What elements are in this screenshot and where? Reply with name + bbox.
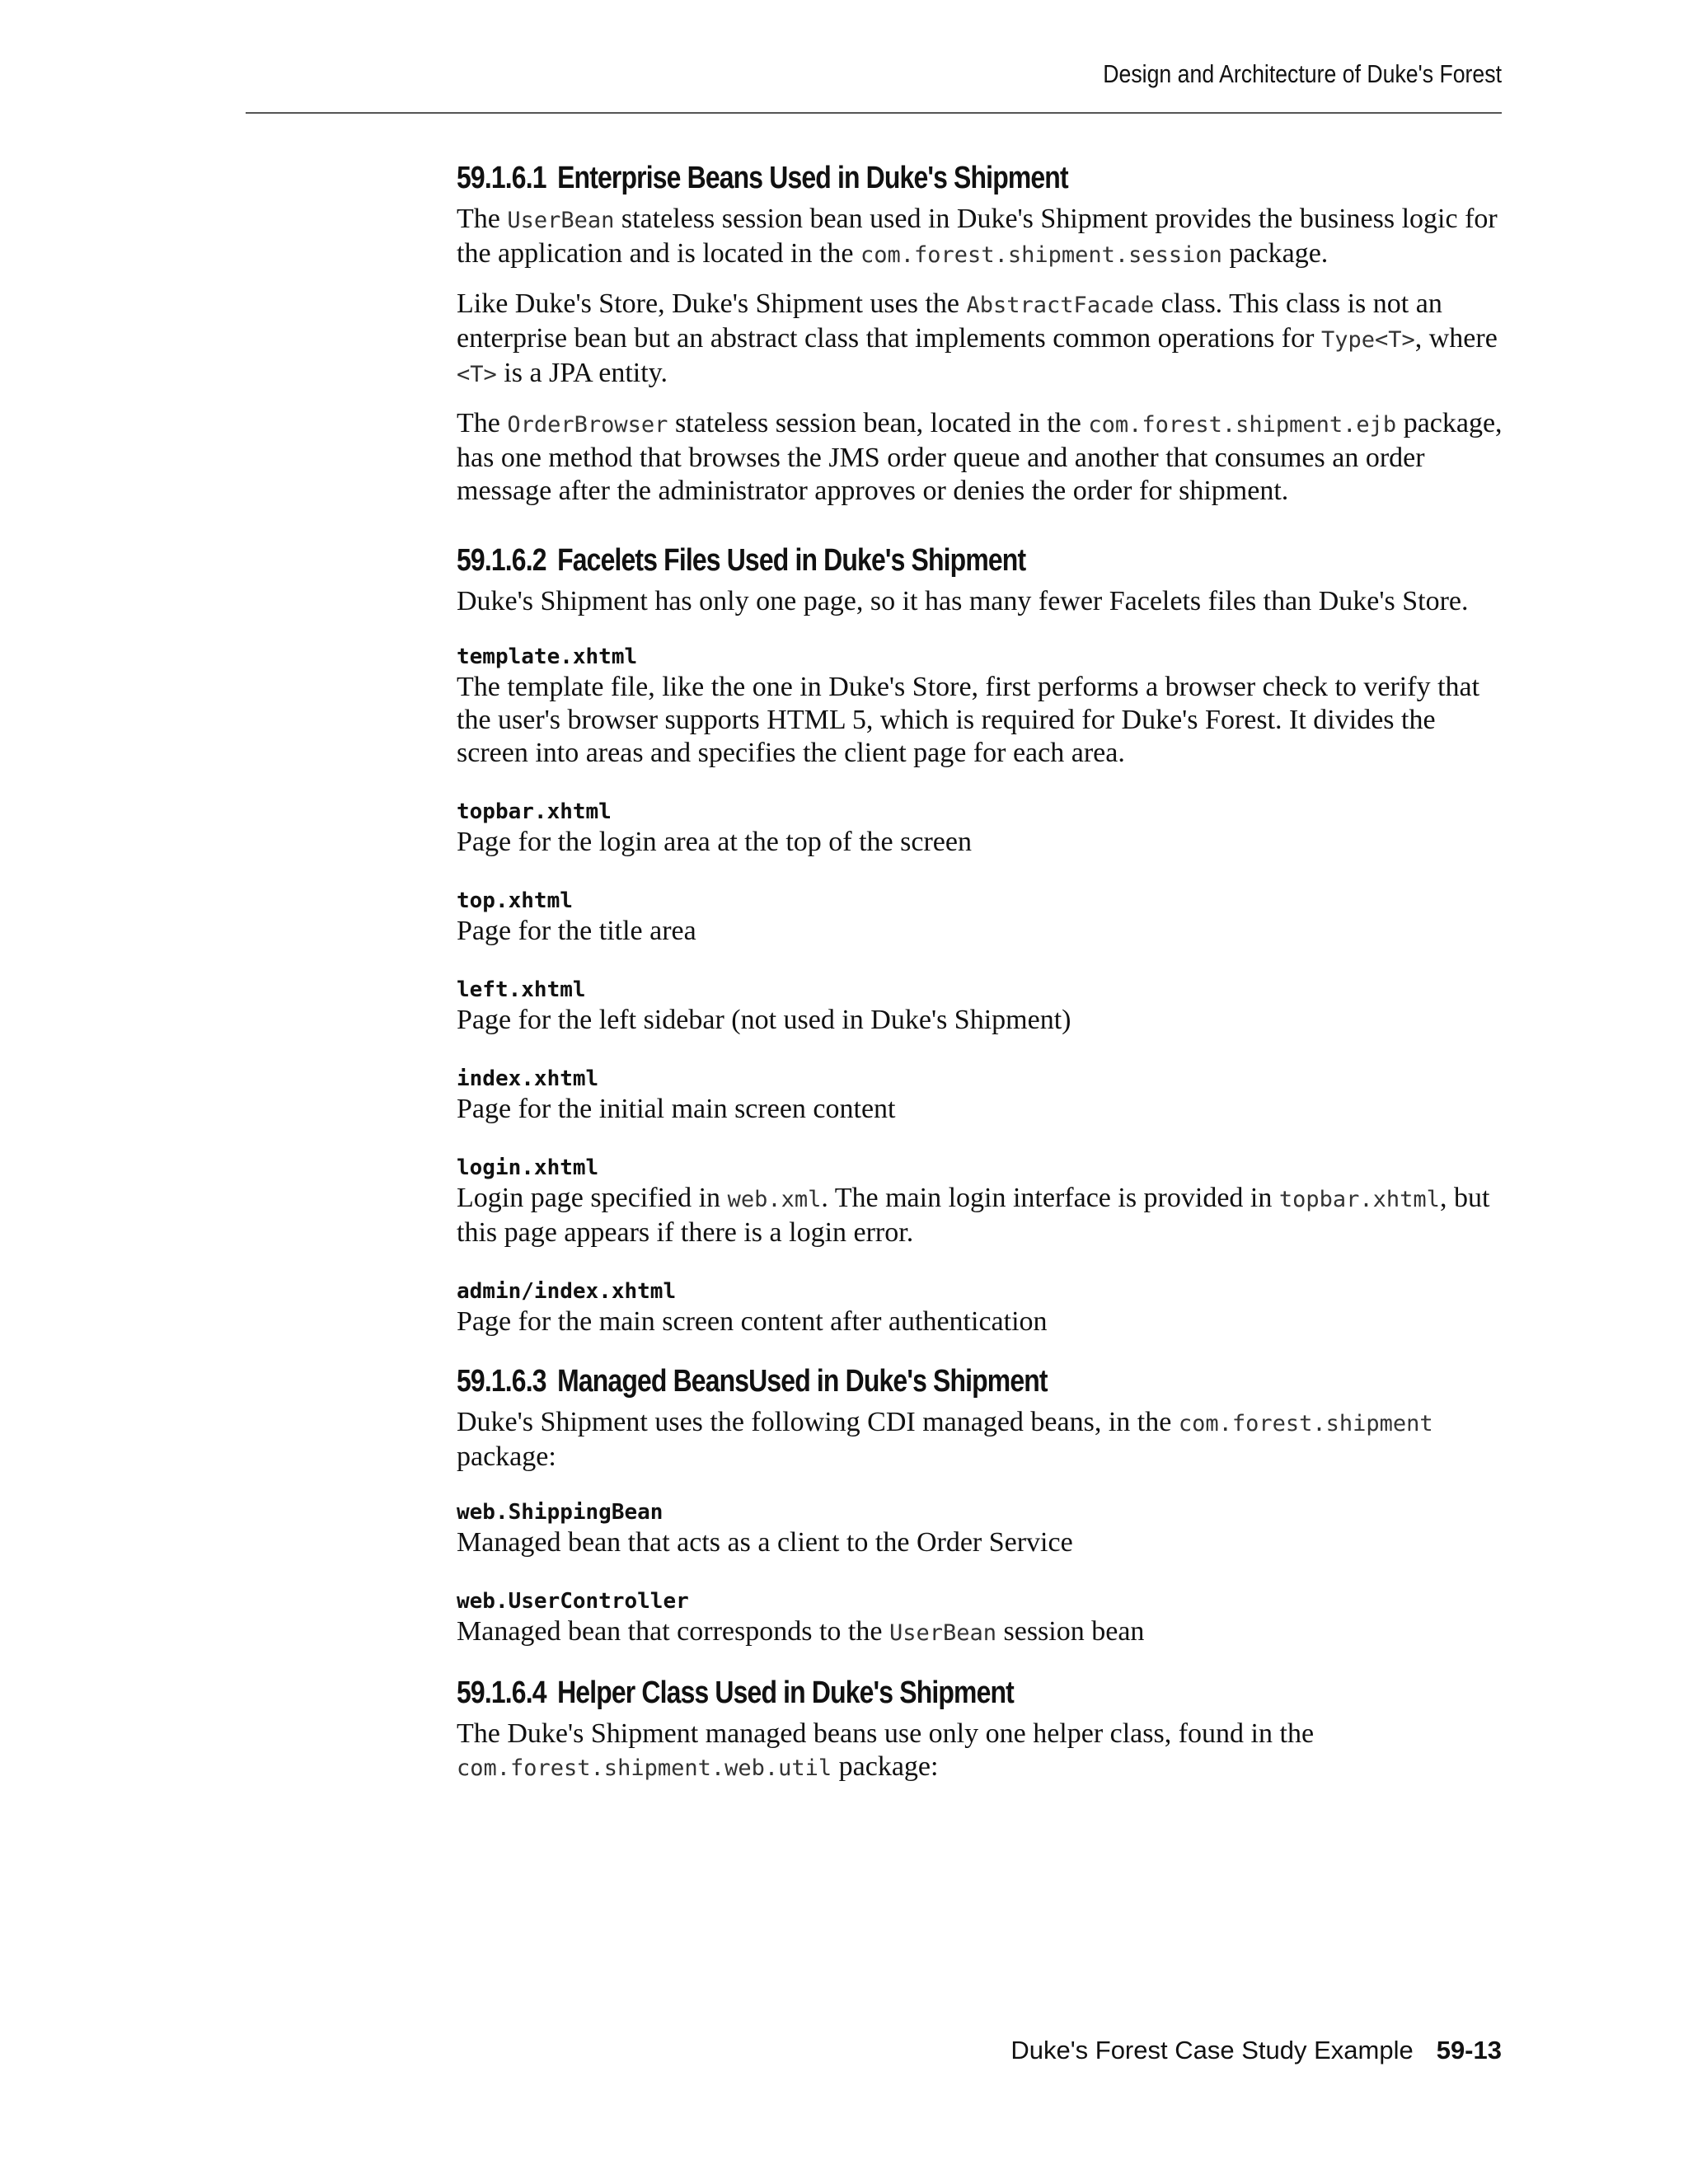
header-rule xyxy=(246,112,1502,114)
file-description: Page for the title area xyxy=(457,916,696,946)
file-description: Login page specified in web.xml. The main login interface is provided in topbar.xhtml, but this page appears if there is a login error. xyxy=(457,1183,1490,1248)
definition-list xyxy=(457,643,1503,1338)
file-term: admin/index.xhtml xyxy=(457,1279,677,1304)
file-term: left.xhtml xyxy=(457,977,586,1002)
paragraph: The OrderBrowser stateless session bean, located in the com.forest.shipment.ejb package, has one method that browses the JMS order queue and another that consumes an order message after the administrator approves or denies the order for shipment. xyxy=(457,408,1503,506)
file-term: template.xhtml xyxy=(457,644,638,669)
page-footer xyxy=(1010,2036,1502,2065)
file-description: The template file, like the one in Duke's Store, first performs a browser check to verify that the user's browser supports HTML 5, which is required for Duke's Forest. It divides the screen into areas and specifies the client page for each area. xyxy=(457,672,1480,768)
file-term: login.xhtml xyxy=(457,1155,599,1180)
section-heading: 59.1.6.2 Facelets Files Used in Duke's Shipment xyxy=(457,543,1026,578)
paragraph: Duke's Shipment has only one page, so it has many fewer Facelets files than Duke's Store. xyxy=(457,586,1469,616)
paragraph: The UserBean stateless session bean used in Duke's Shipment provides the business logic for the application and is located in the com.forest.shipment.session package. xyxy=(457,204,1498,269)
bean-description: Managed bean that corresponds to the UserBean session bean xyxy=(457,1616,1145,1647)
file-description: Page for the left sidebar (not used in Duke's Shipment) xyxy=(457,1005,1071,1035)
page-body xyxy=(457,160,1503,1801)
running-header: Design and Architecture of Duke's Forest xyxy=(1103,59,1502,88)
bean-term: web.ShippingBean xyxy=(457,1500,663,1525)
paragraph: Like Duke's Store, Duke's Shipment uses the AbstractFacade class. This class is not an enterprise bean but an abstract class that implements common operations for Type<T>, where <T> is a JPA entity. xyxy=(457,288,1498,388)
paragraph: Duke's Shipment uses the following CDI managed beans, in the com.forest.shipment package: xyxy=(457,1407,1433,1472)
section-heading: 59.1.6.3 Managed BeansUsed in Duke's Shipment xyxy=(457,1364,1048,1399)
file-term: index.xhtml xyxy=(457,1066,599,1091)
file-term: topbar.xhtml xyxy=(457,799,612,824)
file-term: top.xhtml xyxy=(457,888,573,913)
section-heading: 59.1.6.4 Helper Class Used in Duke's Shipment xyxy=(457,1675,1014,1710)
section-heading: 59.1.6.1 Enterprise Beans Used in Duke's Shipment xyxy=(457,161,1068,195)
bean-term: web.UserController xyxy=(457,1589,689,1614)
file-description: Page for the login area at the top of the screen xyxy=(457,827,972,857)
file-description: Page for the initial main screen content xyxy=(457,1094,896,1124)
definition-list xyxy=(457,1498,1503,1650)
footer-book-title: Duke's Forest Case Study Example xyxy=(1010,2036,1414,2064)
paragraph: The Duke's Shipment managed beans use only one helper class, found in the com.forest.shipment.web.util package: xyxy=(457,1718,1315,1782)
file-description: Page for the main screen content after authentication xyxy=(457,1306,1048,1337)
page-number: 59-13 xyxy=(1436,2036,1502,2064)
bean-description: Managed bean that acts as a client to the Order Service xyxy=(457,1527,1073,1558)
